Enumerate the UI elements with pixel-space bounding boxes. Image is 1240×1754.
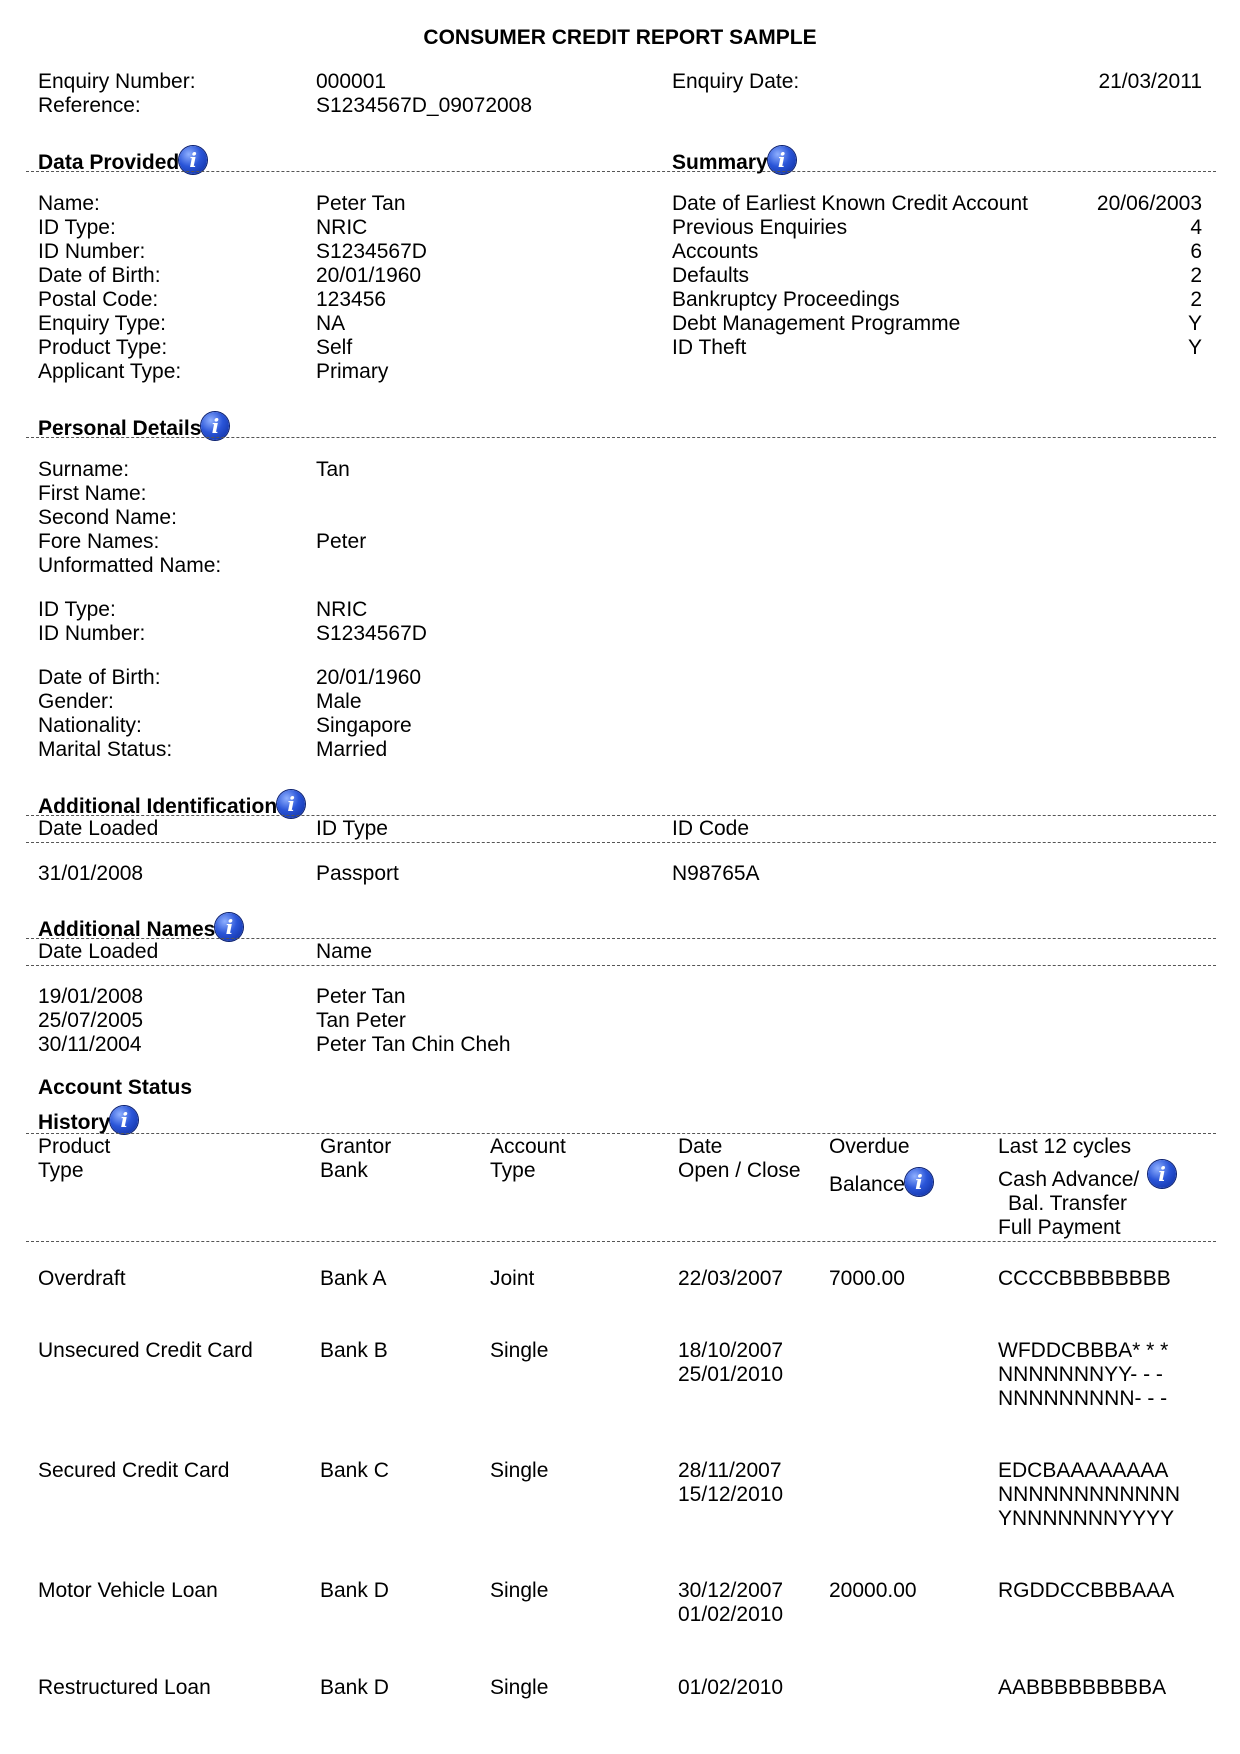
column-header: ID Type bbox=[316, 817, 388, 840]
account-status-history-heading: History i bbox=[38, 1106, 138, 1135]
info-icon[interactable]: i bbox=[201, 412, 229, 440]
field-value: Peter bbox=[316, 530, 367, 553]
date-close: 01/02/2010 bbox=[678, 1603, 784, 1626]
divider bbox=[26, 437, 1216, 438]
column-header: Date Loaded bbox=[38, 817, 159, 840]
field-label: First Name: bbox=[38, 482, 147, 505]
summary-value: 4 bbox=[1190, 216, 1202, 239]
column-header: Bank bbox=[320, 1159, 368, 1182]
column-header: Date Loaded bbox=[38, 940, 159, 963]
grantor-bank: Bank D bbox=[320, 1579, 389, 1602]
field-label: ID Type: bbox=[38, 598, 116, 621]
field-label: ID Type: bbox=[38, 216, 116, 239]
report-title: CONSUMER CREDIT REPORT SAMPLE bbox=[423, 26, 817, 49]
column-header: Bal. Transfer bbox=[1008, 1192, 1128, 1215]
summary-value: 2 bbox=[1190, 264, 1202, 287]
summary-label: ID Theft bbox=[672, 336, 747, 359]
field-label: Name: bbox=[38, 192, 100, 215]
grantor-bank: Bank B bbox=[320, 1339, 388, 1362]
reference-value: S1234567D_09072008 bbox=[316, 94, 533, 117]
table-cell: 30/11/2004 bbox=[38, 1033, 142, 1056]
field-label: Applicant Type: bbox=[38, 360, 182, 383]
divider bbox=[26, 1133, 1216, 1134]
grantor-bank: Bank C bbox=[320, 1459, 389, 1482]
summary-label: Debt Management Programme bbox=[672, 312, 961, 335]
overdue-balance: 20000.00 bbox=[829, 1579, 917, 1602]
table-cell: 31/01/2008 bbox=[38, 862, 144, 885]
account-type: Single bbox=[490, 1459, 549, 1482]
field-label: Date of Birth: bbox=[38, 264, 161, 287]
field-value: Married bbox=[316, 738, 388, 761]
summary-value: Y bbox=[1187, 336, 1202, 359]
field-value: 123456 bbox=[316, 288, 387, 311]
field-label: Unformatted Name: bbox=[38, 554, 222, 577]
account-type: Single bbox=[490, 1339, 549, 1362]
divider bbox=[26, 938, 1216, 939]
field-value: S1234567D bbox=[316, 240, 427, 263]
summary-value: Y bbox=[1187, 312, 1202, 335]
column-header: Cash Advance/ bbox=[998, 1168, 1140, 1191]
field-label: ID Number: bbox=[38, 622, 146, 645]
date-open: 22/03/2007 bbox=[678, 1267, 784, 1290]
column-header: Full Payment bbox=[998, 1216, 1121, 1239]
product-type: Overdraft bbox=[38, 1267, 126, 1290]
table-cell: Passport bbox=[316, 862, 399, 885]
field-label: Date of Birth: bbox=[38, 666, 161, 689]
date-open: 30/12/2007 bbox=[678, 1579, 784, 1602]
table-cell: 25/07/2005 bbox=[38, 1009, 144, 1032]
cycles-cash-advance: RGDDCCBBBAAA bbox=[998, 1579, 1175, 1602]
summary-label: Accounts bbox=[672, 240, 759, 263]
column-header: Type bbox=[38, 1159, 84, 1182]
cycles-cash-advance: CCCCBBBBBBBB bbox=[998, 1267, 1171, 1290]
field-value: 20/01/1960 bbox=[316, 264, 422, 287]
product-type: Restructured Loan bbox=[38, 1676, 211, 1699]
cycles-bal-transfer: NNNNNNNNNNNN bbox=[998, 1483, 1180, 1506]
product-type: Unsecured Credit Card bbox=[38, 1339, 253, 1362]
cycles-bal-transfer: NNNNNNNYY- - - bbox=[998, 1363, 1163, 1386]
summary-heading: Summary i bbox=[672, 146, 796, 175]
product-type: Secured Credit Card bbox=[38, 1459, 230, 1482]
field-value: Self bbox=[316, 336, 353, 359]
info-icon[interactable]: i bbox=[110, 1106, 138, 1134]
product-type: Motor Vehicle Loan bbox=[38, 1579, 218, 1602]
field-value: NRIC bbox=[316, 216, 368, 239]
field-label: Marital Status: bbox=[38, 738, 173, 761]
summary-label: Date of Earliest Known Credit Account bbox=[672, 192, 1029, 215]
field-value: NRIC bbox=[316, 598, 368, 621]
field-value: NA bbox=[316, 312, 346, 335]
cycles-full-payment: YNNNNNNNYYYY bbox=[998, 1507, 1175, 1530]
overdue-balance: 7000.00 bbox=[829, 1267, 905, 1290]
date-open: 28/11/2007 bbox=[678, 1459, 782, 1482]
enquiry-number-value: 000001 bbox=[316, 70, 387, 93]
info-icon[interactable]: i bbox=[1148, 1160, 1176, 1188]
table-cell: Peter Tan Chin Cheh bbox=[316, 1033, 511, 1056]
grantor-bank: Bank D bbox=[320, 1676, 389, 1699]
column-header: Balance i bbox=[829, 1168, 933, 1197]
summary-value: 20/06/2003 bbox=[1096, 192, 1202, 215]
divider bbox=[26, 965, 1216, 966]
summary-label: Defaults bbox=[672, 264, 750, 287]
summary-value: 2 bbox=[1190, 288, 1202, 311]
column-header: Type bbox=[490, 1159, 536, 1182]
column-header: Overdue bbox=[829, 1135, 910, 1158]
divider bbox=[26, 171, 1216, 172]
field-label: Surname: bbox=[38, 458, 130, 481]
cycles-cash-advance: AABBBBBBBBBA bbox=[998, 1676, 1167, 1699]
cycles-cash-advance: EDCBAAAAAAAA bbox=[998, 1459, 1169, 1482]
field-value: 20/01/1960 bbox=[316, 666, 422, 689]
divider bbox=[26, 815, 1216, 816]
field-label: Second Name: bbox=[38, 506, 177, 529]
info-icon[interactable]: i bbox=[179, 146, 207, 174]
account-status-heading: Account Status bbox=[38, 1076, 193, 1099]
enquiry-date-label: Enquiry Date: bbox=[672, 70, 800, 93]
summary-label: Bankruptcy Proceedings bbox=[672, 288, 900, 311]
date-open: 01/02/2010 bbox=[678, 1676, 784, 1699]
cycles-cash-advance: WFDDCBBBA* * * bbox=[998, 1339, 1169, 1362]
field-value: Singapore bbox=[316, 714, 412, 737]
column-header: Date bbox=[678, 1135, 723, 1158]
field-label: Enquiry Type: bbox=[38, 312, 167, 335]
table-cell: Tan Peter bbox=[316, 1009, 406, 1032]
divider bbox=[26, 1241, 1216, 1242]
field-value: S1234567D bbox=[316, 622, 427, 645]
account-type: Single bbox=[490, 1676, 549, 1699]
enquiry-number-label: Enquiry Number: bbox=[38, 70, 196, 93]
date-close: 25/01/2010 bbox=[678, 1363, 784, 1386]
column-header: Grantor bbox=[320, 1135, 392, 1158]
info-icon[interactable]: i bbox=[277, 790, 305, 818]
field-value: Peter Tan bbox=[316, 192, 406, 215]
info-icon[interactable]: i bbox=[215, 913, 243, 941]
column-header: Open / Close bbox=[678, 1159, 801, 1182]
table-cell: N98765A bbox=[672, 862, 760, 885]
table-cell: 19/01/2008 bbox=[38, 985, 144, 1008]
personal-details-heading: Personal Details i bbox=[38, 412, 229, 441]
field-label: Fore Names: bbox=[38, 530, 160, 553]
column-header: ID Code bbox=[672, 817, 750, 840]
data-provided-heading: Data Provided i bbox=[38, 146, 207, 175]
field-label: Postal Code: bbox=[38, 288, 159, 311]
field-value: Male bbox=[316, 690, 362, 713]
divider bbox=[26, 842, 1216, 843]
field-label: Gender: bbox=[38, 690, 114, 713]
field-label: ID Number: bbox=[38, 240, 146, 263]
field-value: Primary bbox=[316, 360, 389, 383]
field-value: Tan bbox=[316, 458, 350, 481]
grantor-bank: Bank A bbox=[320, 1267, 387, 1290]
column-header: Last 12 cycles bbox=[998, 1135, 1132, 1158]
table-cell: Peter Tan bbox=[316, 985, 406, 1008]
additional-identification-heading: Additional Identification i bbox=[38, 790, 305, 819]
column-header: Account bbox=[490, 1135, 566, 1158]
account-type: Single bbox=[490, 1579, 549, 1602]
summary-value: 6 bbox=[1190, 240, 1202, 263]
additional-names-heading: Additional Names i bbox=[38, 913, 243, 942]
field-label: Product Type: bbox=[38, 336, 168, 359]
field-label: Nationality: bbox=[38, 714, 142, 737]
column-header: Product bbox=[38, 1135, 111, 1158]
reference-label: Reference: bbox=[38, 94, 141, 117]
date-close: 15/12/2010 bbox=[678, 1483, 784, 1506]
summary-label: Previous Enquiries bbox=[672, 216, 848, 239]
column-header: Name bbox=[316, 940, 373, 963]
cycles-full-payment: NNNNNNNNN- - - bbox=[998, 1387, 1168, 1410]
date-open: 18/10/2007 bbox=[678, 1339, 784, 1362]
info-icon[interactable]: i bbox=[768, 146, 796, 174]
info-icon[interactable]: i bbox=[905, 1168, 933, 1196]
enquiry-date-value: 21/03/2011 bbox=[1098, 70, 1202, 93]
account-type: Joint bbox=[490, 1267, 535, 1290]
